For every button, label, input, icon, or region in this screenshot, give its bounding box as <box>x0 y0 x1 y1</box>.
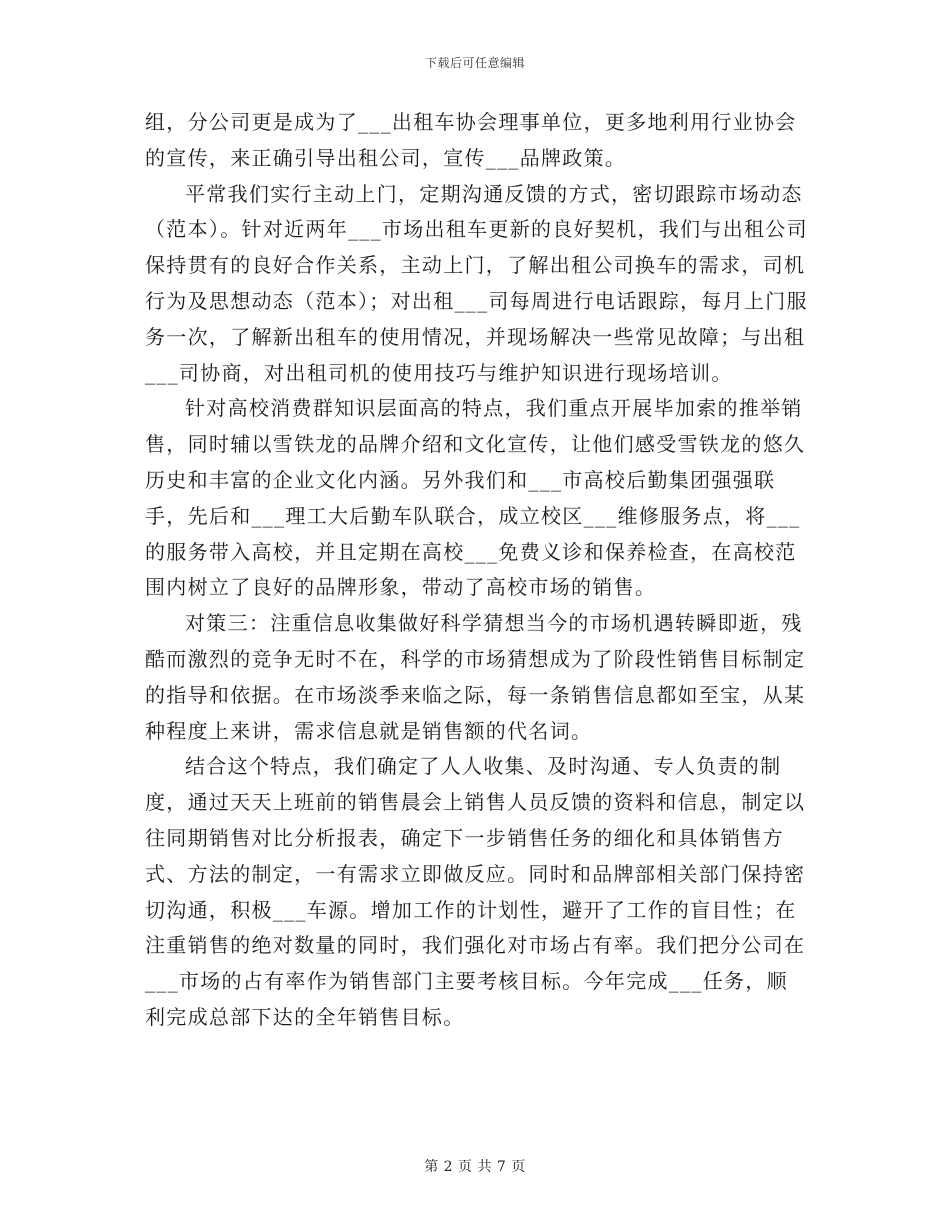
paragraph-strategy-three: 对策三：注重信息收集做好科学猜想当今的市场机遇转瞬即逝，残酷而激烈的竞争无时不在，科学的市场猜想成为了阶段性销售目标制定的指导和依据。在市场淡季来临之际，每一条销售信息都如至宝，从某种程度上来讲，需求信息就是销售额的代名词。 <box>145 611 806 743</box>
page-header: 下载后可任意编辑 <box>424 56 525 70</box>
document-body <box>145 105 809 1036</box>
paragraph-university-market: 针对高校消费群知识层面高的特点，我们重点开展毕加索的推举销售，同时辅以雪铁龙的品牌介绍和文化宣传，让他们感受雪铁龙的悠久历史和丰富的企业文化内涵。另外我们和___市高校后勤集团强强联手，先后和___理工大后勤车队联合，成立校区___维修服务点，将___的服务带入高校，并且定期在高校___免费义诊和保养检查，在高校范围内树立了良好的品牌形象，带动了高校市场的销售。 <box>145 396 806 600</box>
paragraph-door-to-door-service: 平常我们实行主动上门，定期沟通反馈的方式，密切跟踪市场动态（范本）。针对近两年___市场出租车更新的良好契机，我们与出租公司保持贯有的良好合作关系，主动上门，了解出租公司换车的需求，司机行为及思想动态（范本）；对出租___司每周进行电话跟踪，每月上门服务一次，了解新出租车的使用情况，并现场解决一些常见故障；与出租___司协商，对出租司机的使用技巧与维护知识进行现场培训。 <box>145 181 808 385</box>
paragraph-information-system: 结合这个特点，我们确定了人人收集、及时沟通、专人负责的制度，通过天天上班前的销售晨会上销售人员反馈的资料和信息，制定以往同期销售对比分析报表，确定下一步销售任务的细化和具体销售方式、方法的制定，一有需求立即做反应。同时和品牌部相关部门保持密切沟通，积极___车源。增加工作的计划性，避开了工作的盲目性；在注重销售的绝对数量的同时，我们强化对市场占有率。我们把分公司在___市场的占有率作为销售部门主要考核目标。今年完成___任务，顺利完成总部下达的全年销售目标。 <box>145 754 806 1029</box>
page-footer: 第 2 页 共 7 页 <box>424 1159 526 1175</box>
paragraph-continuation: 组，分公司更是成为了___出租车协会理事单位，更多地利用行业协会的宣传，来正确引导出租公司，宣传___品牌政策。 <box>145 110 797 170</box>
